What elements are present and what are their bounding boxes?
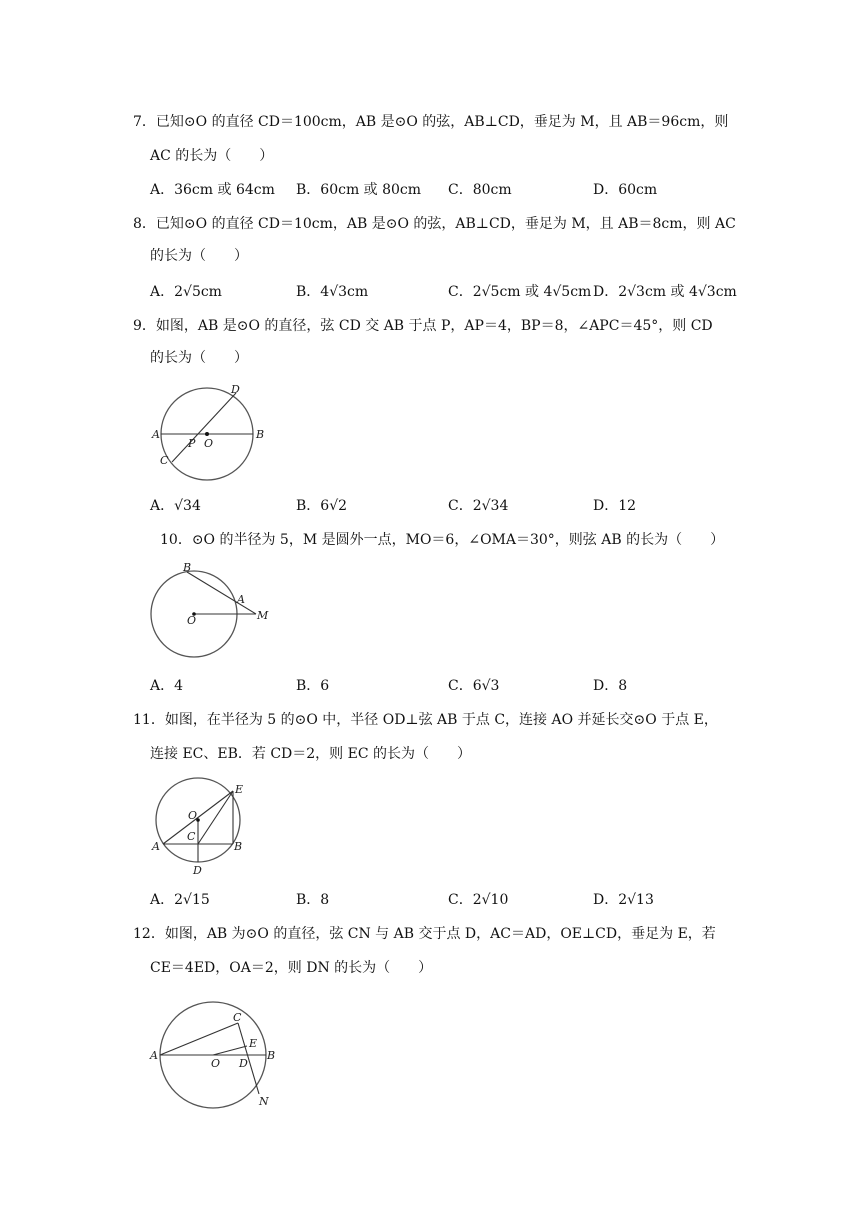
q12-stem-line-1: 12．如图，AB 为⊙O 的直径，弦 CN 与 AB 交于点 D，AC＝AD，OE⊥CD，垂足为 E，若 bbox=[133, 926, 716, 942]
q8-stem-line-1: 8．已知⊙O 的直径 CD＝10cm，AB 是⊙O 的弦，AB⊥CD，垂足为 M，且 AB＝8cm，则 AC bbox=[133, 216, 736, 232]
q8-stem-line-2: 的长为（ ） bbox=[150, 248, 248, 264]
q7-option-d: D．60cm bbox=[593, 182, 658, 198]
q9-label-c: C bbox=[160, 454, 169, 467]
q10-label-m: M bbox=[257, 609, 269, 622]
q7-option-b: B．60cm 或 80cm bbox=[296, 182, 422, 198]
q12-label-c: C bbox=[233, 1011, 242, 1024]
q8-option-b: B．4√3cm bbox=[296, 284, 369, 300]
q7-option-a: A．36cm 或 64cm bbox=[150, 182, 275, 198]
q11-label-o: O bbox=[188, 809, 198, 822]
q9-label-d: D bbox=[231, 383, 240, 396]
q9-option-b: B．6√2 bbox=[296, 498, 348, 514]
q11-option-d: D．2√13 bbox=[593, 892, 654, 908]
q10-label-a: A bbox=[237, 593, 245, 606]
q10-option-b: B．6 bbox=[296, 678, 330, 694]
q12-stem-line-2: CE＝4ED，OA＝2，则 DN 的长为（ ） bbox=[150, 960, 433, 976]
q11-stem-line-2: 连接 EC、EB．若 CD＝2，则 EC 的长为（ ） bbox=[150, 746, 472, 762]
q9-chord-cd bbox=[172, 393, 236, 462]
q9-label-b: B bbox=[256, 428, 265, 441]
q9-label-p: P bbox=[188, 437, 196, 450]
q8-option-a: A．2√5cm bbox=[150, 284, 222, 300]
q9-label-a: A bbox=[152, 428, 160, 441]
q10-option-d: D．8 bbox=[593, 678, 628, 694]
q9-label-o: O bbox=[204, 437, 214, 450]
q11-label-b: B bbox=[234, 840, 243, 853]
q12-label-e: E bbox=[249, 1037, 258, 1050]
q7-option-c: C．80cm bbox=[448, 182, 512, 198]
q9-circle-figure bbox=[145, 378, 275, 478]
q9-stem-line-1: 9．如图，AB 是⊙O 的直径，弦 CD 交 AB 于点 P，AP＝4，BP＝8，∠APC＝45°，则 CD bbox=[133, 318, 713, 334]
q12-label-b: B bbox=[267, 1049, 276, 1062]
q12-label-d: D bbox=[239, 1057, 248, 1070]
q11-circle-figure bbox=[145, 778, 260, 880]
q12-segment-oe bbox=[213, 1046, 247, 1055]
q12-label-o: O bbox=[211, 1057, 221, 1070]
q7-stem-line-1: 7．已知⊙O 的直径 CD＝100cm，AB 是⊙O 的弦，AB⊥CD，垂足为 M，且 AB＝96cm，则 bbox=[133, 114, 729, 130]
q8-option-c: C．2√5cm 或 4√5cm bbox=[448, 284, 592, 300]
q11-label-a: A bbox=[152, 840, 160, 853]
q12-label-a: A bbox=[150, 1049, 158, 1062]
q11-label-e: E bbox=[235, 783, 244, 796]
q11-option-a: A．2√15 bbox=[150, 892, 210, 908]
q11-stem-line-1: 11．如图，在半径为 5 的⊙O 中，半径 OD⊥弦 AB 于点 C，连接 AO 并延长交⊙O 于点 E， bbox=[133, 712, 718, 728]
q9-option-a: A．√34 bbox=[150, 498, 201, 514]
q11-label-d: D bbox=[193, 864, 202, 877]
q9-option-c: C．2√34 bbox=[448, 498, 509, 514]
q10-label-o: O bbox=[187, 614, 197, 627]
q7-stem-line-2: AC 的长为（ ） bbox=[150, 148, 274, 164]
q10-stem-line-1: 10．⊙O 的半径为 5，M 是圆外一点，MO＝6，∠OMA＝30°，则弦 AB 的长为（ ） bbox=[160, 532, 725, 548]
q10-label-b: B bbox=[183, 561, 192, 574]
q9-option-d: D．12 bbox=[593, 498, 637, 514]
q11-option-b: B．8 bbox=[296, 892, 330, 908]
q10-option-a: A．4 bbox=[150, 678, 184, 694]
q9-center-dot bbox=[205, 432, 209, 436]
q12-chord-ac bbox=[160, 1023, 238, 1055]
q11-label-c: C bbox=[187, 830, 196, 843]
q9-stem-line-2: 的长为（ ） bbox=[150, 350, 248, 366]
q10-option-c: C．6√3 bbox=[448, 678, 500, 694]
q12-label-n: N bbox=[259, 1095, 269, 1108]
q12-circle-figure bbox=[145, 1011, 285, 1115]
q11-option-c: C．2√10 bbox=[448, 892, 509, 908]
q10-secant-bm bbox=[187, 572, 256, 614]
q10-circle-figure bbox=[145, 560, 275, 665]
q8-option-d: D．2√3cm 或 4√3cm bbox=[593, 284, 737, 300]
q11-segment-ec bbox=[198, 791, 233, 844]
